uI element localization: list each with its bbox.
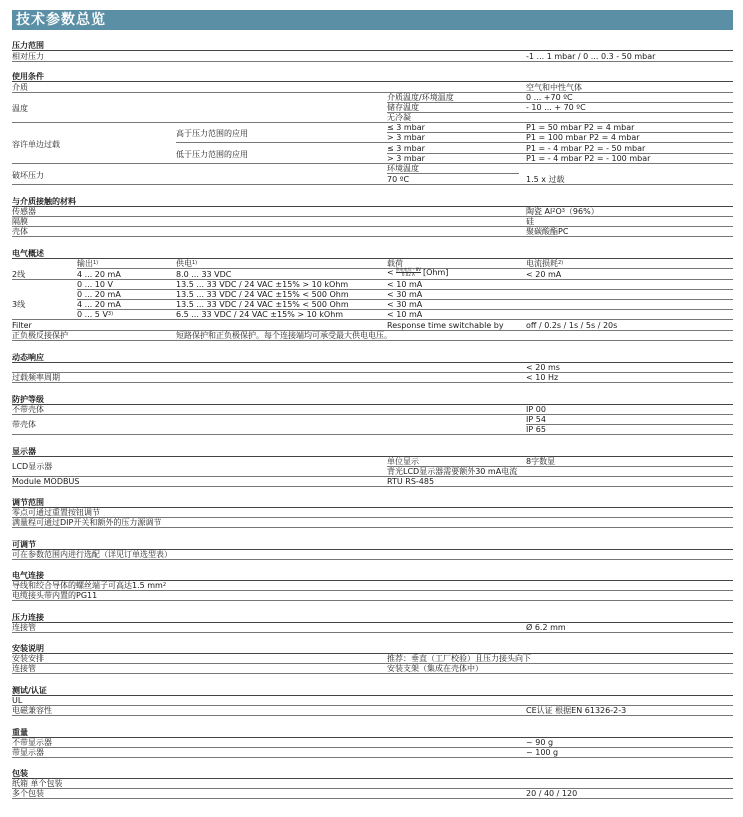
divider xyxy=(176,142,733,143)
divider xyxy=(12,590,733,591)
with-housing-label: 带壳体 xyxy=(12,420,36,429)
lcd-label: LCD显示器 xyxy=(12,462,53,471)
medium-label: 介质 xyxy=(12,83,28,92)
col-load: 载荷 xyxy=(387,259,403,268)
three-wire-output: 0 ... 20 mA xyxy=(77,290,121,299)
no-housing-label: 不带壳体 xyxy=(12,405,44,414)
divider xyxy=(12,216,733,217)
divider xyxy=(387,112,733,113)
col-supply: 供电$^{1)}$ xyxy=(176,259,198,268)
material-label: 传感器 xyxy=(12,207,36,216)
ul-label: UL xyxy=(12,696,23,705)
adjustable-row: 可在参数范围内进行选配（详见订单选型表） xyxy=(12,550,172,559)
section-materials: 与介质接触的材料 xyxy=(12,197,733,207)
install-pipe-value: 安装支架（集成在壳体中） xyxy=(387,664,483,673)
section-protection: 防护等级 xyxy=(12,395,733,405)
single-pack-label: 纸箱 单个包装 xyxy=(12,779,63,788)
temp-row-label: 介质温度/环境温度 xyxy=(387,93,454,102)
section-electrical-connection: 电气连接 xyxy=(12,571,733,581)
section-certification: 测试/认证 xyxy=(12,686,733,696)
divider xyxy=(12,61,733,62)
material-label: 壳体 xyxy=(12,227,28,236)
weight-no-display-label: 不带显示器 xyxy=(12,738,52,747)
section-conditions: 使用条件 xyxy=(12,72,733,82)
high-application-label: 高于压力范围的应用 xyxy=(176,129,248,138)
section-dynamic: 动态响应 xyxy=(12,353,733,363)
terminal-row: 导线和绞合导体的螺丝端子可高达1.5 $mm^2$ xyxy=(12,581,167,590)
divider xyxy=(12,798,733,799)
filter-description: Response time switchable by xyxy=(387,321,504,330)
multi-pack-label: 多个包装 xyxy=(12,789,44,798)
three-wire-current: < 10 mA xyxy=(387,310,423,319)
no-housing-value: IP 00 xyxy=(526,405,546,414)
section-weight: 重量 xyxy=(12,728,733,738)
temp-row-label: 无冷凝 xyxy=(387,113,411,122)
weight-with-display-value: ~ 100 g xyxy=(526,748,559,757)
medium-value: 空气和中性气体 xyxy=(526,83,582,92)
filter-value: off / 0.2s / 1s / 5s / 20s xyxy=(526,321,618,330)
pipe-label: 连接管 xyxy=(12,623,36,632)
divider xyxy=(12,600,733,601)
three-wire-supply: 6.5 ... 33 VDC / 24 VAC ±15% > 10 kOhm xyxy=(176,310,344,319)
three-wire-label: 3线 xyxy=(12,300,26,309)
divider xyxy=(12,757,733,758)
with-housing-value: IP 54 xyxy=(526,415,546,424)
install-pipe-label: 连接管 xyxy=(12,664,36,673)
three-wire-supply: 13.5 ... 33 VDC / 24 VAC ±15% < 500 Ohm xyxy=(176,300,349,309)
temp-row-label: 储存温度 xyxy=(387,103,419,112)
overload-cycle-value: < 10 Hz xyxy=(526,373,559,382)
three-wire-output: 0 ... 10 V xyxy=(77,280,113,289)
three-wire-current: < 30 mA xyxy=(387,290,423,299)
burst-env-value: 70 ºC xyxy=(387,175,410,184)
three-wire-current: < 30 mA xyxy=(387,300,423,309)
material-value: 硅 xyxy=(526,217,534,226)
adjustment-row: 满量程可通过DIP开关和额外的压力源调节 xyxy=(12,518,162,527)
divider xyxy=(12,372,733,373)
divider xyxy=(387,173,519,174)
two-wire-current: < 20 mA xyxy=(526,270,562,279)
overload-cond: > 3 mbar xyxy=(387,133,425,142)
divider xyxy=(12,673,733,674)
unit-display-label: 单位显示 xyxy=(387,457,419,466)
relative-pressure-label: 相对压力 xyxy=(12,52,44,61)
burst-pressure-value: 1.5 x 过载 xyxy=(526,175,565,184)
pipe-value: Ø 6.2 mm xyxy=(526,623,566,632)
overload-value: P1 = - 4 mbar P2 = - 100 mbar xyxy=(526,154,651,163)
divider xyxy=(12,486,733,487)
divider xyxy=(12,663,733,664)
section-pressure-connection: 压力连接 xyxy=(12,613,733,623)
three-wire-output: 4 ... 20 mA xyxy=(77,300,121,309)
multi-pack-value: 20 / 40 / 120 xyxy=(526,789,578,798)
divider xyxy=(12,414,733,415)
section-display: 显示器 xyxy=(12,447,733,457)
two-wire-load: < $\frac{\text{供电电压 - 8V}}{0.02 A}$ [Ohm] xyxy=(387,267,449,277)
two-wire-supply: 8.0 ... 33 VDC xyxy=(176,270,232,279)
overload-label: 容许单边过载 xyxy=(12,140,60,149)
divider xyxy=(12,236,733,237)
backlight-note: 背光LCD显示器需要额外30 mA电流 xyxy=(387,467,518,476)
divider xyxy=(12,559,733,560)
section-packaging: 包装 xyxy=(12,769,733,779)
cable-gland-row: 电缆接头带内置的PG11 xyxy=(12,591,98,600)
mounting-label: 安装安排 xyxy=(12,654,44,663)
weight-no-display-value: ~ 90 g xyxy=(526,738,554,747)
temp-row-value: 0 ... +70 ºC xyxy=(526,93,573,102)
divider xyxy=(526,424,733,425)
emc-label: 电磁兼容性 xyxy=(12,706,52,715)
divider xyxy=(12,340,733,341)
page-title: 技术参数总览 xyxy=(12,10,733,30)
section-adjustable: 可调节 xyxy=(12,540,733,550)
divider xyxy=(12,92,733,93)
overload-cond: ≤ 3 mbar xyxy=(387,123,425,132)
filter-label: Filter xyxy=(12,321,32,330)
section-adjustment: 调节范围 xyxy=(12,498,733,508)
burst-env-label: 环境温度 xyxy=(387,164,419,173)
mounting-value: 推荐：垂直（工厂校验）且压力接头向下 xyxy=(387,654,531,663)
divider xyxy=(12,434,733,435)
overload-cond: > 3 mbar xyxy=(387,154,425,163)
divider xyxy=(12,715,733,716)
with-housing-value: IP 65 xyxy=(526,425,546,434)
three-wire-supply: 13.5 ... 33 VDC / 24 VAC ±15% > 10 kOhm xyxy=(176,280,349,289)
divider xyxy=(12,632,733,633)
emc-value: CE认证 根据EN 61326-2-3 xyxy=(526,706,627,715)
modbus-value: RTU RS-485 xyxy=(387,477,435,486)
divider xyxy=(12,319,733,320)
material-value: 陶瓷 Al2O3（96%） xyxy=(526,207,599,216)
three-wire-output: 0 ... 5 $V^{3)}$ xyxy=(77,310,114,319)
material-value: 聚碳酸酯PC xyxy=(526,227,569,236)
three-wire-supply: 13.5 ... 33 VDC / 24 VAC ±15% < 500 Ohm xyxy=(176,290,349,299)
overload-cycle-label: 过载频率周期 xyxy=(12,373,60,382)
reverse-protection-value: 短路保护和正负极保护。每个连接端均可承受最大供电电压。 xyxy=(176,331,392,340)
divider xyxy=(12,163,733,164)
overload-value: P1 = - 4 mbar P2 = - 50 mbar xyxy=(526,144,646,153)
section-pressure-range: 压力范围 xyxy=(12,41,733,51)
unit-display-value: 8字数显 xyxy=(526,457,556,466)
divider xyxy=(12,527,733,528)
relative-pressure-value: -1 ... 1 mbar / 0 ... 0.3 - 50 mbar xyxy=(526,52,656,61)
reverse-protection-label: 正负极反接保护 xyxy=(12,331,68,340)
response-time-value: < 20 ms xyxy=(526,363,560,372)
modbus-label: Module MODBUS xyxy=(12,477,80,486)
divider xyxy=(12,747,733,748)
section-installation: 安装说明 xyxy=(12,644,733,654)
weight-with-display-label: 带显示器 xyxy=(12,748,44,757)
adjustment-row: 零点可通过重置按钮调节 xyxy=(12,508,100,517)
overload-cond: ≤ 3 mbar xyxy=(387,144,425,153)
material-label: 隔膜 xyxy=(12,217,28,226)
two-wire-output: 4 ... 20 mA xyxy=(77,270,121,279)
divider xyxy=(12,279,733,280)
divider xyxy=(12,476,733,477)
overload-value: P1 = 100 mbar P2 = 4 mbar xyxy=(526,133,640,142)
divider xyxy=(12,226,733,227)
low-application-label: 低于压力范围的应用 xyxy=(176,150,248,159)
divider xyxy=(12,382,733,383)
section-electrical: 电气概述 xyxy=(12,249,733,259)
temp-row-value: - 10 ... + 70 ºC xyxy=(526,103,586,112)
col-current: 电流损耗$^{2)}$ xyxy=(526,259,564,268)
divider xyxy=(12,184,733,185)
two-wire-label: 2线 xyxy=(12,270,26,279)
burst-pressure-label: 破坏压力 xyxy=(12,171,44,180)
three-wire-current: < 10 mA xyxy=(387,280,423,289)
overload-value: P1 = 50 mbar P2 = 4 mbar xyxy=(526,123,635,132)
divider xyxy=(12,788,733,789)
col-output: 输出$^{1)}$ xyxy=(77,259,99,268)
temperature-label: 温度 xyxy=(12,104,28,113)
